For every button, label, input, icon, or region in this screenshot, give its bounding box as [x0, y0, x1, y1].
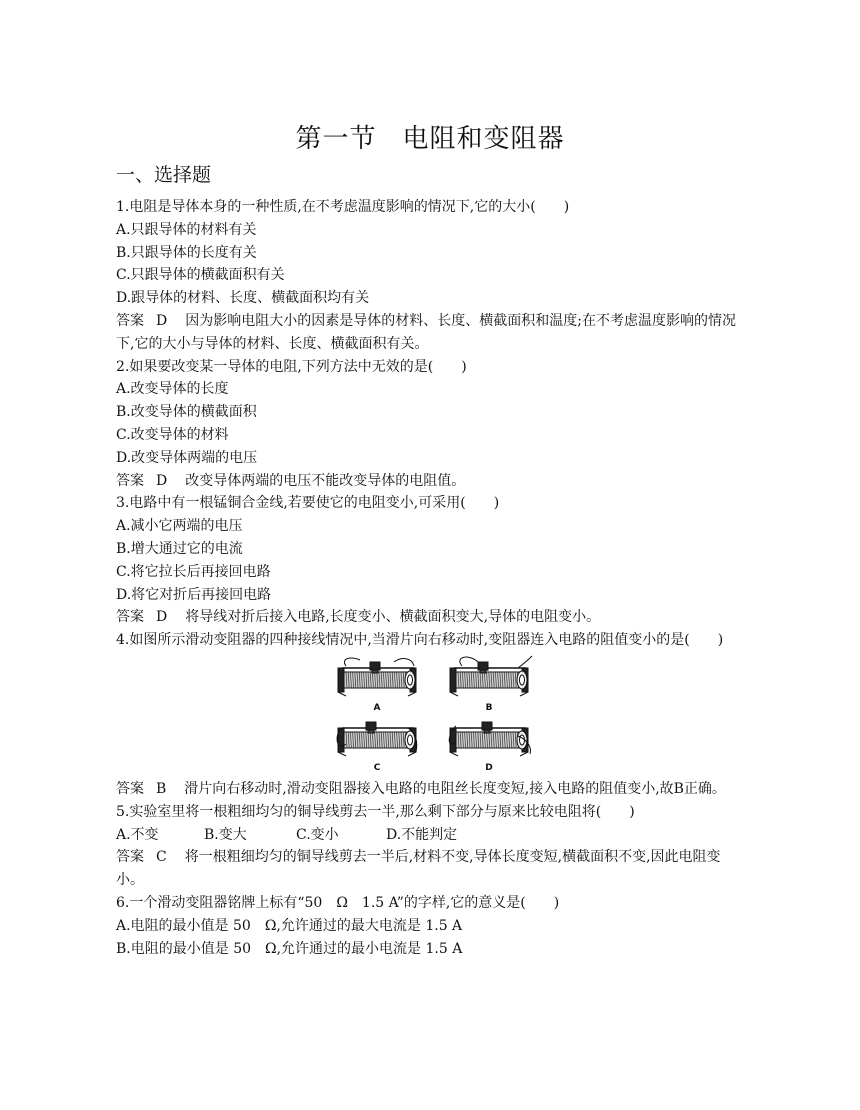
answer-explanation: 改变导体两端的电压不能改变导体的电阻值。 [185, 472, 466, 489]
option-5b: B.变大 [204, 826, 247, 843]
question-stem-1: 1.电阻是导体本身的一种性质,在不考虑温度影响的情况下,它的大小( ) [116, 199, 570, 215]
option-3a: A.减小它两端的电压 [116, 518, 243, 535]
figure-label-d: D [485, 762, 493, 773]
page-title [0, 118, 860, 155]
answer-3 [116, 606, 746, 629]
answer-4 [116, 778, 746, 801]
figure-label-a: A [373, 702, 381, 713]
question-stem-3: 3.电路中有一根锰铜合金线,若要使它的电阻变小,可采用( ) [116, 495, 500, 512]
option-2a: A.改变导体的长度 [116, 381, 229, 398]
option-1a: A.只跟导体的材料有关 [116, 221, 257, 238]
rheostat-c-drawing [332, 714, 422, 758]
option-3c: C.将它拉长后再接回电路 [116, 563, 271, 580]
answer-letter: D [156, 609, 168, 626]
answer-label: 答案 [116, 780, 144, 797]
option-2d: D.改变导体两端的电压 [116, 449, 258, 466]
question-stem-2: 2.如果要改变某一导体的电阻,下列方法中无效的是( ) [116, 358, 467, 375]
figure-label-b: B [485, 702, 493, 713]
answer-explanation: 因为影响电阻大小的因素是导体的材料、长度、横截面积和温度;在不考虑温度影响的情况下,它的大小与导体的材料、长度、横截面积有关。 [116, 312, 736, 352]
option-2c: C.改变导体的材料 [116, 426, 229, 443]
option-5d: D.不能判定 [386, 826, 458, 843]
rheostat-diagram-c [332, 714, 422, 773]
option-1d: D.跟导体的材料、长度、横截面积均有关 [116, 290, 370, 307]
title-part-section: 第一节 [295, 124, 377, 154]
answer-explanation: 滑片向右移动时,滑动变阻器接入电路的电阻丝长度变短,接入电路的阻值变小,故B正确。 [184, 780, 726, 797]
rheostat-b-drawing [444, 654, 534, 698]
answer-label: 答案 [116, 849, 144, 866]
answer-explanation: 将导线对折后接入电路,长度变小、横截面积变大,导体的电阻变小。 [185, 609, 601, 626]
answer-1 [116, 310, 746, 356]
section-heading: 一、选择题 [116, 164, 212, 186]
answer-letter: D [156, 472, 168, 489]
answer-label: 答案 [116, 472, 144, 489]
rheostat-d-drawing [444, 714, 534, 758]
question-stem-6: 6.一个滑动变阻器铭牌上标有“50 Ω 1.5 A”的字样,它的意义是( ) [116, 894, 560, 911]
option-6b: B.电阻的最小值是 50 Ω,允许通过的最小电流是 1.5 A [116, 940, 463, 957]
answer-letter: B [156, 780, 167, 797]
option-3d: D.将它对折后再接回电路 [116, 586, 272, 603]
answer-letter: C [156, 849, 167, 866]
option-1b: B.只跟导体的长度有关 [116, 244, 257, 261]
question-stem-4: 4.如图所示滑动变阻器的四种接线情况中,当滑片向右移动时,变阻器连入电路的阻值变小的是( ) [116, 632, 724, 649]
option-6a: A.电阻的最小值是 50 Ω,允许通过的最大电流是 1.5 A [116, 917, 463, 934]
answer-letter: D [156, 312, 168, 329]
rheostat-diagram-d [444, 714, 534, 773]
answer-label: 答案 [116, 312, 144, 329]
answer-explanation: 将一根粗细均匀的铜导线剪去一半后,材料不变,导体长度变短,横截面积不变,因此电阻变小。 [116, 849, 721, 889]
answer-label: 答案 [116, 609, 144, 626]
options-5 [116, 824, 746, 847]
rheostat-diagram-b [444, 654, 534, 713]
answer-5 [116, 846, 746, 892]
question-list [116, 196, 746, 960]
rheostat-diagram-a [332, 654, 422, 713]
title-part-topic: 电阻和变阻器 [402, 124, 565, 154]
option-2b: B.改变导体的横截面积 [116, 404, 257, 421]
figure-label-c: C [373, 762, 381, 773]
question-stem-5: 5.实验室里将一根粗细均匀的铜导线剪去一半,那么剩下部分与原来比较电阻将( ) [116, 803, 635, 820]
option-5c: C.变小 [296, 826, 339, 843]
option-1c: C.只跟导体的横截面积有关 [116, 267, 285, 284]
option-3b: B.增大通过它的电流 [116, 540, 243, 557]
option-5a: A.不变 [116, 826, 159, 843]
rheostat-a-drawing [332, 654, 422, 698]
answer-2 [116, 470, 746, 493]
rheostat-figure [116, 654, 746, 774]
